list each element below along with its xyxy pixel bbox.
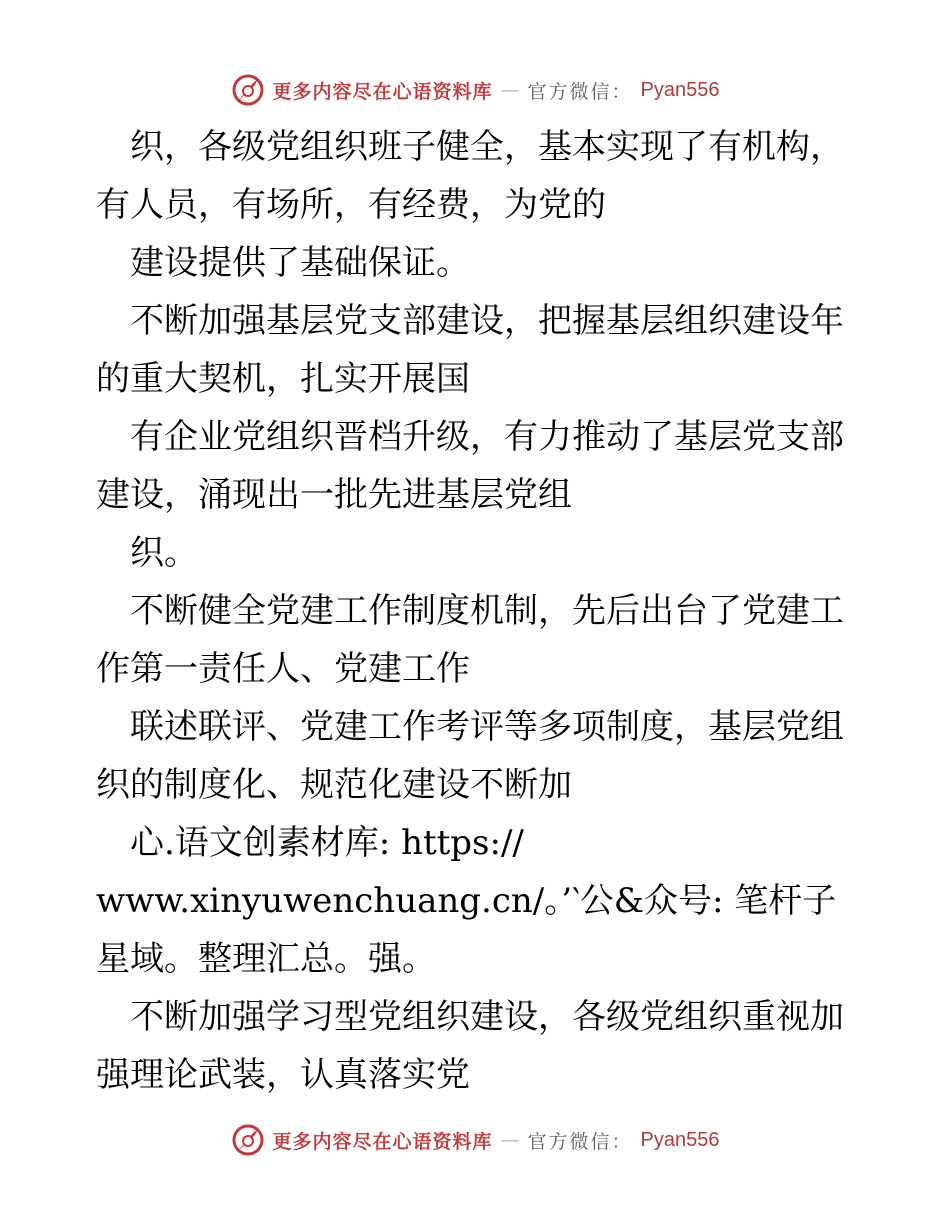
paragraph: 有企业党组织晋档升级，有力推动了基层党支部建设，涌现出一批先进基层党组 xyxy=(96,417,844,515)
paragraph: 不断加强基层党支部建设，把握基层组织建设年的重大契机，扎实开展国 xyxy=(96,301,844,399)
watermark-brand: 更多内容尽在心语资料库 xyxy=(272,1130,493,1153)
quill-logo-icon xyxy=(231,73,265,107)
watermark-dash: — xyxy=(500,79,520,101)
paragraph: 建设提供了基础保证。 xyxy=(96,243,470,283)
watermark-wechat-id: Pyan556 xyxy=(640,1128,720,1151)
watermark-wechat-id: Pyan556 xyxy=(640,78,720,101)
paragraph: 不断健全党建工作制度机制，先后出台了党建工作第一责任人、党建工作 xyxy=(96,591,844,689)
watermark-wechat-label: 官方微信： xyxy=(527,80,633,103)
paragraph: 织，各级党组织班子健全，基本实现了有机构，有人员，有场所，有经费，为党的 xyxy=(96,127,844,225)
watermark-brand: 更多内容尽在心语资料库 xyxy=(272,80,493,103)
document-body xyxy=(96,118,866,1104)
paragraph: 联述联评、党建工作考评等多项制度，基层党组织的制度化、规范化建设不断加 xyxy=(96,707,844,805)
paragraph: 织。 xyxy=(96,533,198,573)
header-watermark xyxy=(0,70,950,110)
quill-logo-icon xyxy=(231,1123,265,1157)
watermark-wechat-label: 官方微信： xyxy=(527,1130,633,1153)
watermark-dash: — xyxy=(500,1129,520,1151)
paragraph: www.xinyuwenchuang.cn/。’‵公&众号: 笔杆子星域。整理汇总。强。 xyxy=(96,881,837,979)
paragraph: 不断加强学习型党组织建设，各级党组织重视加强理论武装，认真落实党 xyxy=(96,997,844,1095)
footer-watermark xyxy=(0,1120,950,1160)
paragraph: 心.语文创素材库: https:// xyxy=(96,823,524,863)
